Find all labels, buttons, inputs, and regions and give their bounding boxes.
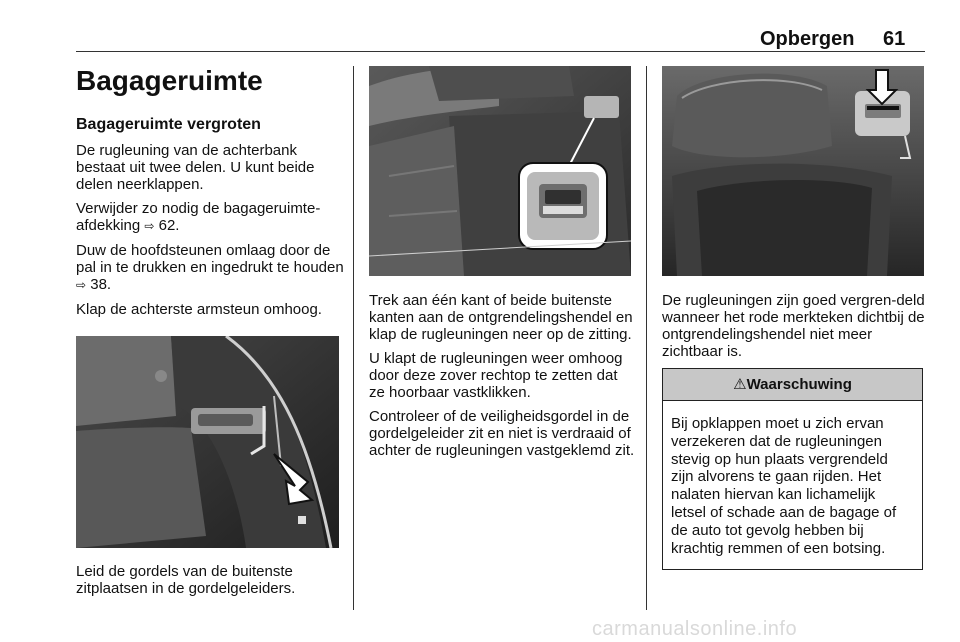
paragraph: Leid de gordels van de buitenste zitplaatsen in de gordelgeleiders. [76,563,296,597]
warning-title: Waarschuwing [746,376,852,393]
left-caption [76,563,344,604]
subsection-title: Bagageruimte vergroten [76,116,261,133]
page-reference[interactable]: 38. [90,276,112,293]
paragraph: De rugleuning van de achterbank bestaat uit twee delen. U kunt beide delen neerklappen. [76,142,315,193]
page-number: 61 [883,28,906,50]
warning-header [663,369,922,401]
paragraph [76,200,344,235]
paragraph: Controleer of de veiligheidsgordel in de gordelgeleider zit en niet is verdraaid of achter de rugleuningen vastgeklemd zit. [369,408,635,459]
illustration-lock-indicator [662,66,924,276]
paragraph: Klap de achterste armsteun omhoog. [76,301,322,318]
middle-column [369,292,637,466]
running-header-title: Opbergen [760,28,855,50]
watermark: carmanualsonline.info [592,618,798,640]
right-column [662,292,930,367]
left-column [76,65,344,325]
paragraph-text: Duw de hoofdsteunen omlaag door de pal in te drukken en ingedrukt te houden [76,242,344,276]
column-divider-right [646,66,647,610]
paragraph: U klapt de rugleuningen weer omhoog door deze zover rechtop te zetten dat ze hoorbaar vastklikken. [369,350,623,401]
paragraph: Trek aan één kant of beide buitenste kanten aan de ontgrendelingshendel en klap de rugleuningen neer op de zitting. [369,292,633,343]
section-title: Bagageruimte [76,65,263,96]
illustration-release-lever [369,66,631,276]
warning-text: Bij opklappen moet u zich ervan verzekeren dat de rugleuningen stevig op hun plaats vergrendeld zijn alvorens te gaan rijden. Het nalaten hiervan kan lichamelijk letsel of schade aan de bagage of de auto tot gevolg hebben bij krachtig remmen of een botsing. [671,415,897,557]
paragraph-text: Verwijder zo nodig de bagageruimte-afdekking [76,200,321,234]
column-divider-left [353,66,354,610]
page-reference-icon: ⇨ [76,278,87,292]
page-reference[interactable]: 62. [158,217,180,234]
warning-icon: ⚠ [733,376,747,393]
illustration-belt-guide [76,336,339,548]
paragraph: De rugleuningen zijn goed vergren-deld wanneer het rode merkteken dichtbij de ontgrendelingshendel niet meer zichtbaar is. [662,292,925,360]
warning-box [662,368,923,570]
paragraph [76,242,344,294]
header-rule [76,51,925,52]
page-reference-icon: ⇨ [144,219,155,233]
